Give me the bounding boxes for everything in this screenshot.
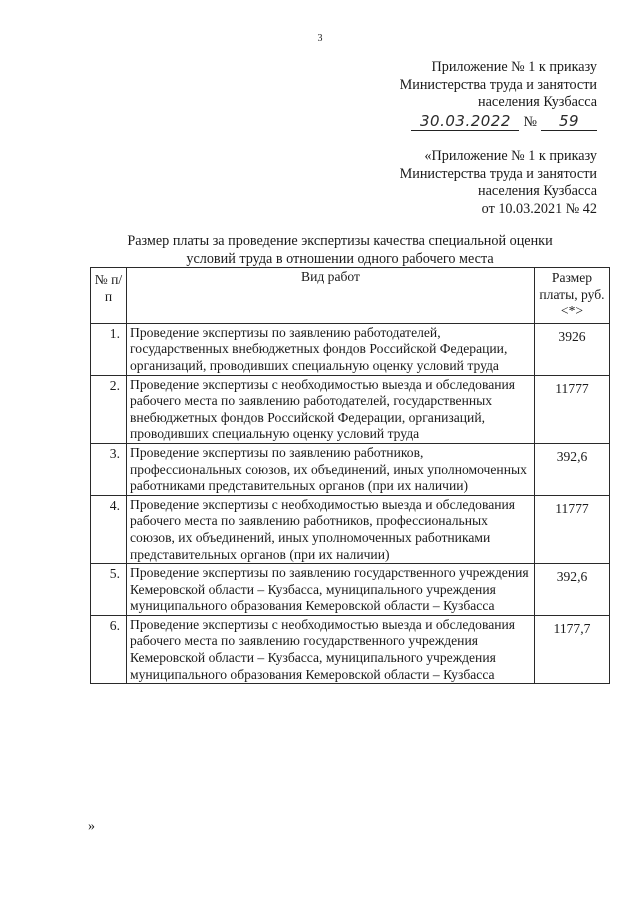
appendix-current-line-3: населения Кузбасса bbox=[478, 94, 597, 110]
appendix-original-line-1: «Приложение № 1 к приказу bbox=[424, 148, 597, 164]
table-row bbox=[91, 375, 610, 443]
order-number-handwritten: 59 bbox=[541, 113, 597, 132]
row-num: 1. bbox=[91, 323, 127, 375]
appendix-current-line-1: Приложение № 1 к приказу bbox=[431, 59, 597, 75]
row-fee: 392,6 bbox=[535, 564, 610, 616]
appendix-original-header bbox=[400, 148, 597, 218]
row-fee: 11777 bbox=[535, 375, 610, 443]
table-row bbox=[91, 564, 610, 616]
row-work: Проведение экспертизы по заявлению государственного учреждения Кемеровской области – Кузбасса, муниципального учреждения муниципального образования Кемеровской области – Кузбасса bbox=[127, 564, 535, 616]
closing-quote: » bbox=[88, 819, 95, 834]
row-num: 4. bbox=[91, 495, 127, 563]
table-row bbox=[91, 323, 610, 375]
appendix-original-line-4: от 10.03.2021 № 42 bbox=[481, 200, 597, 217]
row-work: Проведение экспертизы по заявлению работодателей, государственных внебюджетных фондов Российской Федерации, организаций, проводивших специальную оценку условий труда bbox=[127, 323, 535, 375]
appendix-current-line-2: Министерства труда и занятости bbox=[399, 76, 597, 93]
table-row bbox=[91, 443, 610, 495]
row-num: 3. bbox=[91, 443, 127, 495]
row-fee: 1177,7 bbox=[535, 615, 610, 683]
appendix-original-line-3: населения Кузбасса bbox=[478, 183, 597, 199]
row-fee: 3926 bbox=[535, 323, 610, 375]
header-num: № п/п bbox=[91, 268, 127, 324]
row-num: 2. bbox=[91, 375, 127, 443]
order-date-handwritten: 30.03.2022 bbox=[411, 113, 519, 132]
appendix-original-line-2: Министерства труда и занятости bbox=[399, 165, 597, 182]
row-num: 6. bbox=[91, 615, 127, 683]
row-work: Проведение экспертизы с необходимостью выезда и обследования рабочего места по заявлению государственного учреждения Кемеровской области – Кузбасса, муниципального учреждения муниципального образования Кемеровской области – Кузбасса bbox=[127, 615, 535, 683]
table-title bbox=[60, 232, 620, 268]
header-fee: Размер платы, руб. <*> bbox=[535, 268, 610, 324]
table-row bbox=[91, 615, 610, 683]
order-number-sign: № bbox=[523, 113, 537, 130]
order-date-number-line bbox=[400, 113, 597, 132]
row-work: Проведение экспертизы с необходимостью выезда и обследования рабочего места по заявлению работодателей, государственных внебюджетных фондов Российской Федерации, организаций, проводивших специальную оценку условий труда bbox=[127, 375, 535, 443]
table-title-line-2: условий труда в отношении одного рабочего места bbox=[186, 251, 494, 267]
row-fee: 392,6 bbox=[535, 443, 610, 495]
header-work: Вид работ bbox=[127, 268, 535, 324]
appendix-current-header bbox=[400, 59, 597, 131]
table-title-line-1: Размер платы за проведение экспертизы качества специальной оценки bbox=[127, 233, 553, 249]
row-fee: 11777 bbox=[535, 495, 610, 563]
table-header-row bbox=[91, 268, 610, 324]
table-row bbox=[91, 495, 610, 563]
row-num: 5. bbox=[91, 564, 127, 616]
page-number: 3 bbox=[317, 33, 323, 44]
row-work: Проведение экспертизы с необходимостью выезда и обследования рабочего места по заявлению работников, профессиональных союзов, их объединений, иных уполномоченных работниками представительных органов (при их наличии) bbox=[127, 495, 535, 563]
fees-table bbox=[90, 267, 610, 684]
row-work: Проведение экспертизы по заявлению работников, профессиональных союзов, их объединений, иных уполномоченных работниками представительных органов (при их наличии) bbox=[127, 443, 535, 495]
